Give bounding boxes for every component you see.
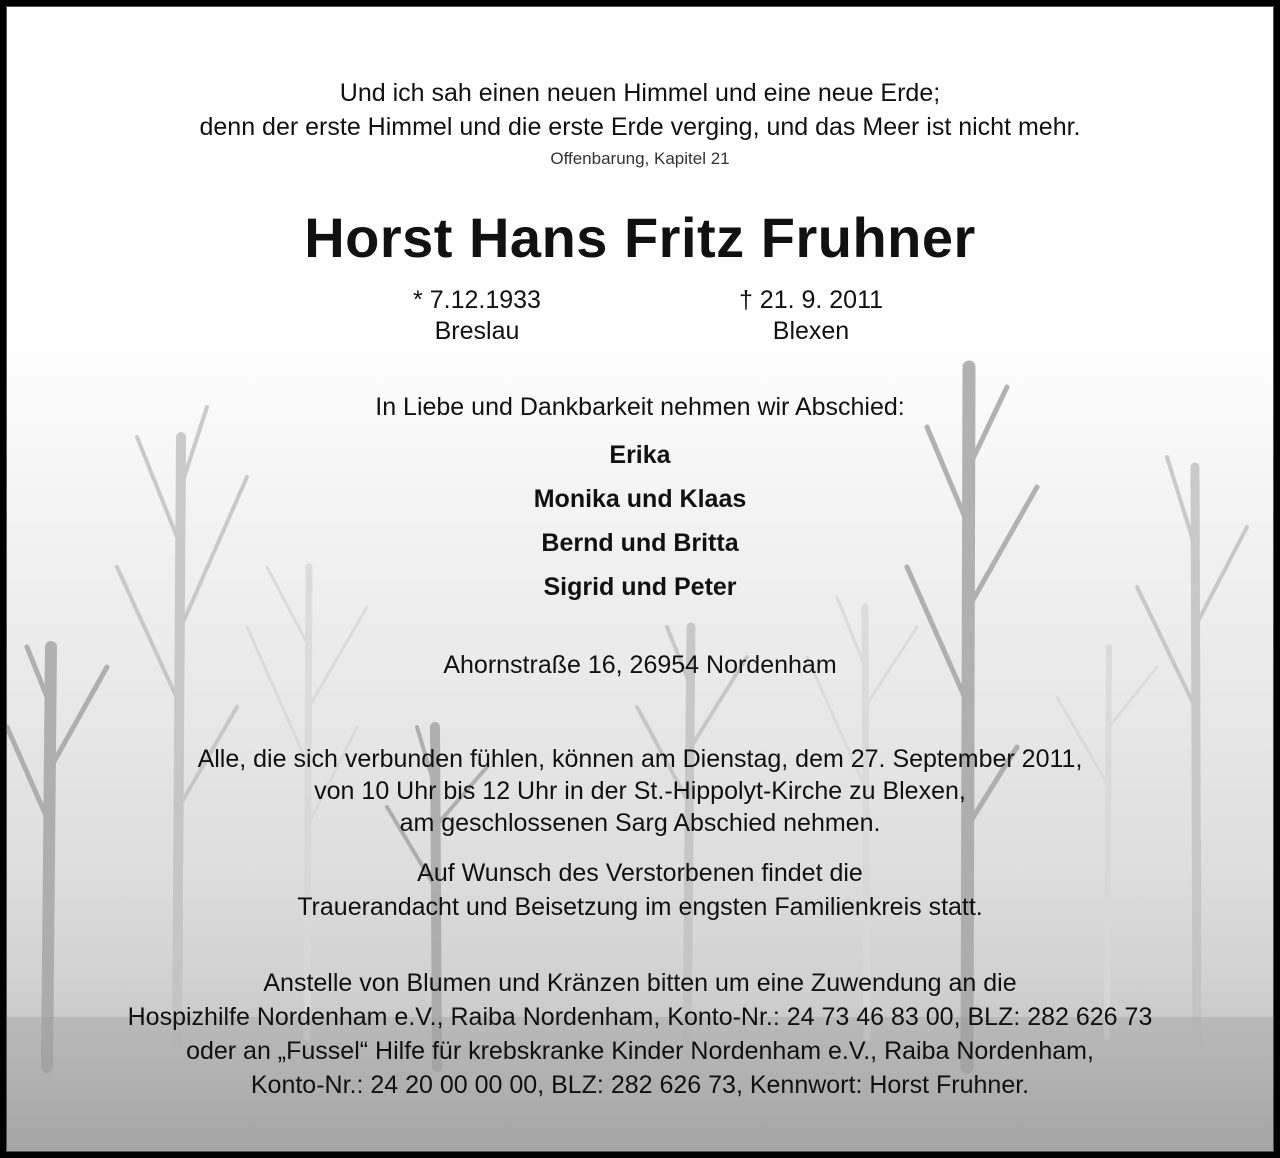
obituary-notice: [6, 6, 1274, 1152]
notice-content: [7, 7, 1273, 1151]
verse-line-1: Und ich sah einen neuen Himmel und eine neue Erde;: [339, 79, 941, 107]
birth-place: Breslau: [434, 317, 520, 345]
mourner: Erika: [609, 441, 671, 469]
donation-line-4: Konto-Nr.: 24 20 00 00 00, BLZ: 282 626 73, Kennwort: Horst Fruhner.: [250, 1071, 1030, 1099]
birth-date: * 7.12.1933: [413, 286, 541, 314]
death-info: [661, 285, 961, 347]
donation-line-2: Hospizhilfe Nordenham e.V., Raiba Nordenham, Konto-Nr.: 24 73 46 83 00, BLZ: 282 626 73: [127, 1003, 1153, 1031]
birth-info: [327, 285, 627, 347]
viewing-line-2: von 10 Uhr bis 12 Uhr in der St.-Hippolyt-Kirche zu Blexen,: [314, 777, 966, 805]
death-place: Blexen: [772, 317, 850, 345]
mourner: Bernd und Britta: [541, 529, 739, 557]
mourner: Sigrid und Peter: [543, 573, 737, 601]
verse-reference: Offenbarung, Kapitel 21: [550, 149, 730, 168]
viewing-line-1: Alle, die sich verbunden fühlen, können am Dienstag, dem 27. September 2011,: [197, 745, 1083, 773]
donation-line-3: oder an „Fussel“ Hilfe für krebskranke Kinder Nordenham e.V., Raiba Nordenham,: [186, 1037, 1094, 1065]
farewell-intro: In Liebe und Dankbarkeit nehmen wir Abschied:: [375, 393, 905, 421]
private-service-line-2: Trauerandacht und Beisetzung im engsten Familienkreis statt.: [297, 893, 983, 921]
viewing-line-3: am geschlossenen Sarg Abschied nehmen.: [399, 809, 881, 837]
verse-line-2: denn der erste Himmel und die erste Erde verging, und das Meer ist nicht mehr.: [199, 113, 1081, 141]
donation-line-1: Anstelle von Blumen und Kränzen bitten um eine Zuwendung an die: [263, 969, 1017, 997]
family-address: Ahornstraße 16, 26954 Nordenham: [443, 651, 837, 679]
deceased-name: Horst Hans Fritz Fruhner: [304, 206, 976, 269]
private-service-line-1: Auf Wunsch des Verstorbenen findet die: [417, 859, 863, 887]
death-date: † 21. 9. 2011: [738, 286, 884, 314]
mourner: Monika und Klaas: [533, 485, 747, 513]
